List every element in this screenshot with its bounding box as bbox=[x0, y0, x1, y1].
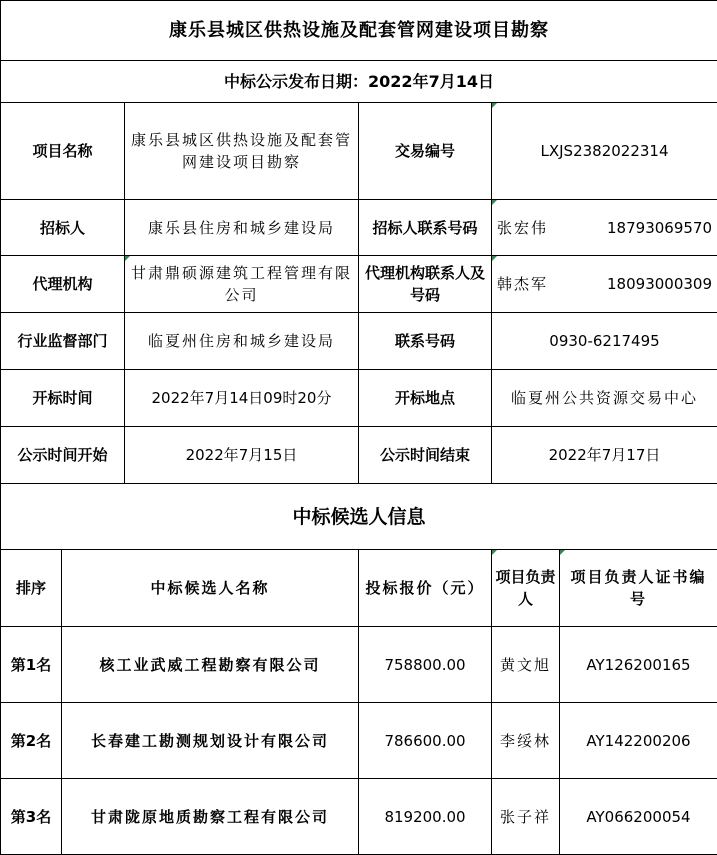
tenderer-contact-label: 招标人联系号码 bbox=[359, 200, 492, 256]
col-cert-header: 项目负责人证书编号 bbox=[560, 550, 717, 627]
candidate-price: 758800.00 bbox=[359, 627, 492, 703]
candidate-rank: 第3名 bbox=[1, 779, 62, 855]
col-price-header: 投标报价（元） bbox=[359, 550, 492, 627]
table-row bbox=[1, 779, 717, 855]
tenderer-value: 康乐县住房和城乡建设局 bbox=[125, 200, 359, 256]
candidates-section-title: 中标候选人信息 bbox=[1, 484, 717, 550]
candidate-cert: AY126200165 bbox=[560, 627, 717, 703]
candidate-manager: 黄文旭 bbox=[492, 627, 560, 703]
candidate-cert: AY142200206 bbox=[560, 703, 717, 779]
agency-contact-label: 代理机构联系人及号码 bbox=[359, 256, 492, 313]
candidate-manager: 李绥林 bbox=[492, 703, 560, 779]
trade-no-label: 交易编号 bbox=[359, 103, 492, 200]
pub-start-label: 公示时间开始 bbox=[1, 427, 125, 484]
candidate-price: 786600.00 bbox=[359, 703, 492, 779]
candidate-name: 长春建工勘测规划设计有限公司 bbox=[62, 703, 359, 779]
col-manager-header: 项目负责人 bbox=[492, 550, 560, 627]
open-place-label: 开标地点 bbox=[359, 370, 492, 427]
pub-start-value: 2022年7月15日 bbox=[125, 427, 359, 484]
project-name-label: 项目名称 bbox=[1, 103, 125, 200]
tenderer-contact-phone: 18793069570 bbox=[607, 217, 712, 239]
open-place-value: 临夏州公共资源交易中心 bbox=[492, 370, 717, 427]
document-title: 康乐县城区供热设施及配套管网建设项目勘察 bbox=[1, 1, 717, 61]
tenderer-contact-name: 张宏伟 bbox=[497, 217, 548, 239]
candidate-rank: 第2名 bbox=[1, 703, 62, 779]
candidate-name: 甘肃陇原地质勘察工程有限公司 bbox=[62, 779, 359, 855]
table-row bbox=[1, 627, 717, 703]
candidate-name: 核工业武威工程勘察有限公司 bbox=[62, 627, 359, 703]
agency-contact-cell bbox=[492, 256, 717, 313]
candidate-manager: 张子祥 bbox=[492, 779, 560, 855]
trade-no-value: LXJS2382022314 bbox=[492, 103, 717, 200]
agency-label: 代理机构 bbox=[1, 256, 125, 313]
open-time-value: 2022年7月14日09时20分 bbox=[125, 370, 359, 427]
table-row bbox=[1, 703, 717, 779]
contact-no-label: 联系号码 bbox=[359, 313, 492, 370]
tenderer-contact-cell bbox=[492, 200, 717, 256]
candidate-rank: 第1名 bbox=[1, 627, 62, 703]
contact-no-value: 0930-6217495 bbox=[492, 313, 717, 370]
open-time-label: 开标时间 bbox=[1, 370, 125, 427]
pub-end-value: 2022年7月17日 bbox=[492, 427, 717, 484]
candidate-cert: AY066200054 bbox=[560, 779, 717, 855]
agency-contact-name: 韩杰军 bbox=[497, 273, 548, 295]
supervisor-value: 临夏州住房和城乡建设局 bbox=[125, 313, 359, 370]
publish-date: 中标公示发布日期：2022年7月14日 bbox=[1, 61, 717, 103]
tenderer-label: 招标人 bbox=[1, 200, 125, 256]
project-name-value: 康乐县城区供热设施及配套管网建设项目勘察 bbox=[125, 103, 359, 200]
supervisor-label: 行业监督部门 bbox=[1, 313, 125, 370]
pub-end-label: 公示时间结束 bbox=[359, 427, 492, 484]
col-rank-header: 排序 bbox=[1, 550, 62, 627]
col-name-header: 中标候选人名称 bbox=[62, 550, 359, 627]
agency-contact-phone: 18093000309 bbox=[607, 273, 712, 295]
candidate-price: 819200.00 bbox=[359, 779, 492, 855]
agency-value: 甘肃鼎硕源建筑工程管理有限公司 bbox=[125, 256, 359, 313]
